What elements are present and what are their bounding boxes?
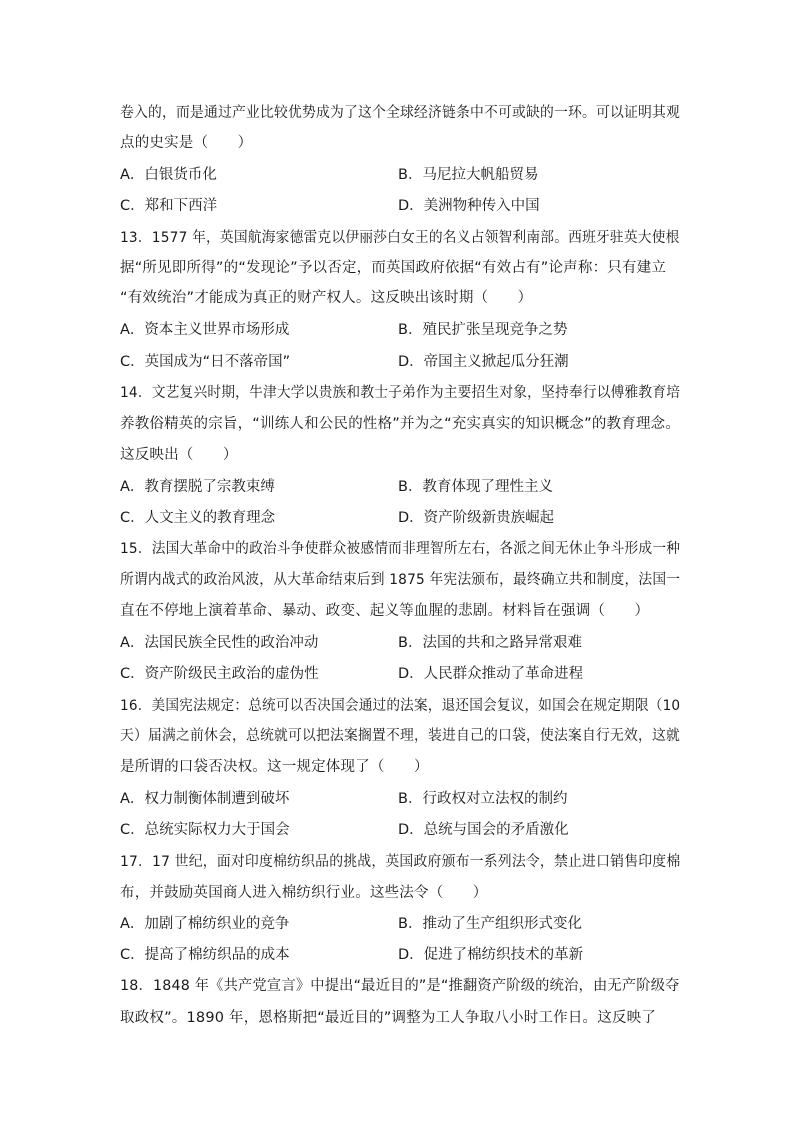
q16-line-3: 是所谓的口袋否决权。这一规定体现了（ ） [120,759,429,775]
q14-line-1: 14．文艺复兴时期，牛津大学以贵族和教士子弟作为主要招生对象，坚持奉行以傅雅教育培 [120,385,681,401]
q18-line-2: 取政权”。1890 年，恩格斯把“最近目的”调整为工人争取八小时工作日。这反映了 [120,1010,657,1026]
q14-option-a[interactable]: A．教育摆脱了宗教束缚 [120,479,275,495]
q16-option-a[interactable]: A．权力制衡体制遭到破坏 [120,791,290,807]
q12-option-c[interactable]: C．郑和下西洋 [120,198,218,214]
q14-option-c[interactable]: C．人文主义的教育理念 [120,510,276,526]
q13-option-b[interactable]: B．殖民扩张呈现竞争之势 [398,322,568,338]
q15-option-c[interactable]: C．资产阶级民主政治的虚伪性 [120,666,319,682]
q16-line-2: 天）届满之前休会，总统就可以把法案搁置不理，装进自己的口袋，使法案自行无效，这就 [120,728,680,744]
q17-option-a[interactable]: A．加剧了棉纺织业的竞争 [120,916,290,932]
q18-line-1: 18．1848 年《共产党宣言》中提出“最近目的”是“推翻资产阶级的统治，由无产阶级夺 [120,978,680,994]
q14-line-3: 这反映出（ ） [120,447,238,463]
q13-option-d[interactable]: D．帝国主义掀起瓜分狂潮 [398,354,569,370]
q13-option-c[interactable]: C．英国成为“日不落帝国” [120,354,291,370]
q16-option-c[interactable]: C．总统实际权力大于国会 [120,822,290,838]
q14-option-b[interactable]: B．教育体现了理性主义 [398,479,553,495]
q12-option-a[interactable]: A．白银货币化 [120,167,217,183]
q15-option-b[interactable]: B．法国的共和之路异常艰难 [398,635,582,651]
q15-line-2: 所谓内战式的政治风波，从大革命结束后到 1875 年宪法颁布，最终确立共和制度，法国一 [120,572,681,588]
q16-option-d[interactable]: D．总统与国会的矛盾激化 [398,822,569,838]
q17-line-2: 布，并鼓励英国商人进入棉纺织行业。这些法令（ ） [120,885,488,901]
q12-line-2: 点的史实是（ ） [120,135,253,151]
q15-line-3: 直在不停地上演着革命、暴动、政变、起义等血腥的悲剧。材料旨在强调（ ） [120,603,650,619]
q17-option-b[interactable]: B．推动了生产组织形式变化 [398,916,582,932]
q16-line-1: 16．美国宪法规定：总统可以否决国会通过的法案，退还国会复议，如国会在规定期限（10 [120,698,681,714]
q16-option-b[interactable]: B．行政权对立法权的制约 [398,791,568,807]
q17-option-c[interactable]: C．提高了棉纺织品的成本 [120,947,290,963]
q13-option-a[interactable]: A．资本主义世界市场形成 [120,322,290,338]
q14-line-2: 养教俗精英的宗旨，“训练人和公民的性格”并为之“充实真实的知识概念”的教育理念。 [120,416,681,432]
q13-line-3: “有效统治”才能成为真正的财产权人。这反映出该时期（ ） [120,290,533,306]
q15-line-1: 15．法国大革命中的政治斗争使群众被感情而非理智所左右，各派之间无休止争斗形成一种 [120,541,681,557]
q13-line-2: 据“所见即所得”的“发现论”予以否定，而英国政府依据“有效占有”论声称：只有建立 [120,260,667,276]
q12-option-b[interactable]: B．马尼拉大帆船贸易 [398,167,539,183]
q17-option-d[interactable]: D．促进了棉纺织技术的革新 [398,947,584,963]
q15-option-a[interactable]: A．法国民族全民性的政治冲动 [120,635,319,651]
q17-line-1: 17．17 世纪，面对印度棉纺织品的挑战，英国政府颁布一系列法令，禁止进口销售印度棉 [120,854,681,870]
q12-option-d[interactable]: D．美洲物种传入中国 [398,198,540,214]
q15-option-d[interactable]: D．人民群众推动了革命进程 [398,666,584,682]
q13-line-1: 13．1577 年，英国航海家德雷克以伊丽莎白女王的名义占领智利南部。西班牙驻英大使根 [120,230,680,246]
q14-option-d[interactable]: D．资产阶级新贵族崛起 [398,510,555,526]
q12-line-1: 卷入的，而是通过产业比较优势成为了这个全球经济链条中不可或缺的一环。可以证明其观 [120,105,680,121]
